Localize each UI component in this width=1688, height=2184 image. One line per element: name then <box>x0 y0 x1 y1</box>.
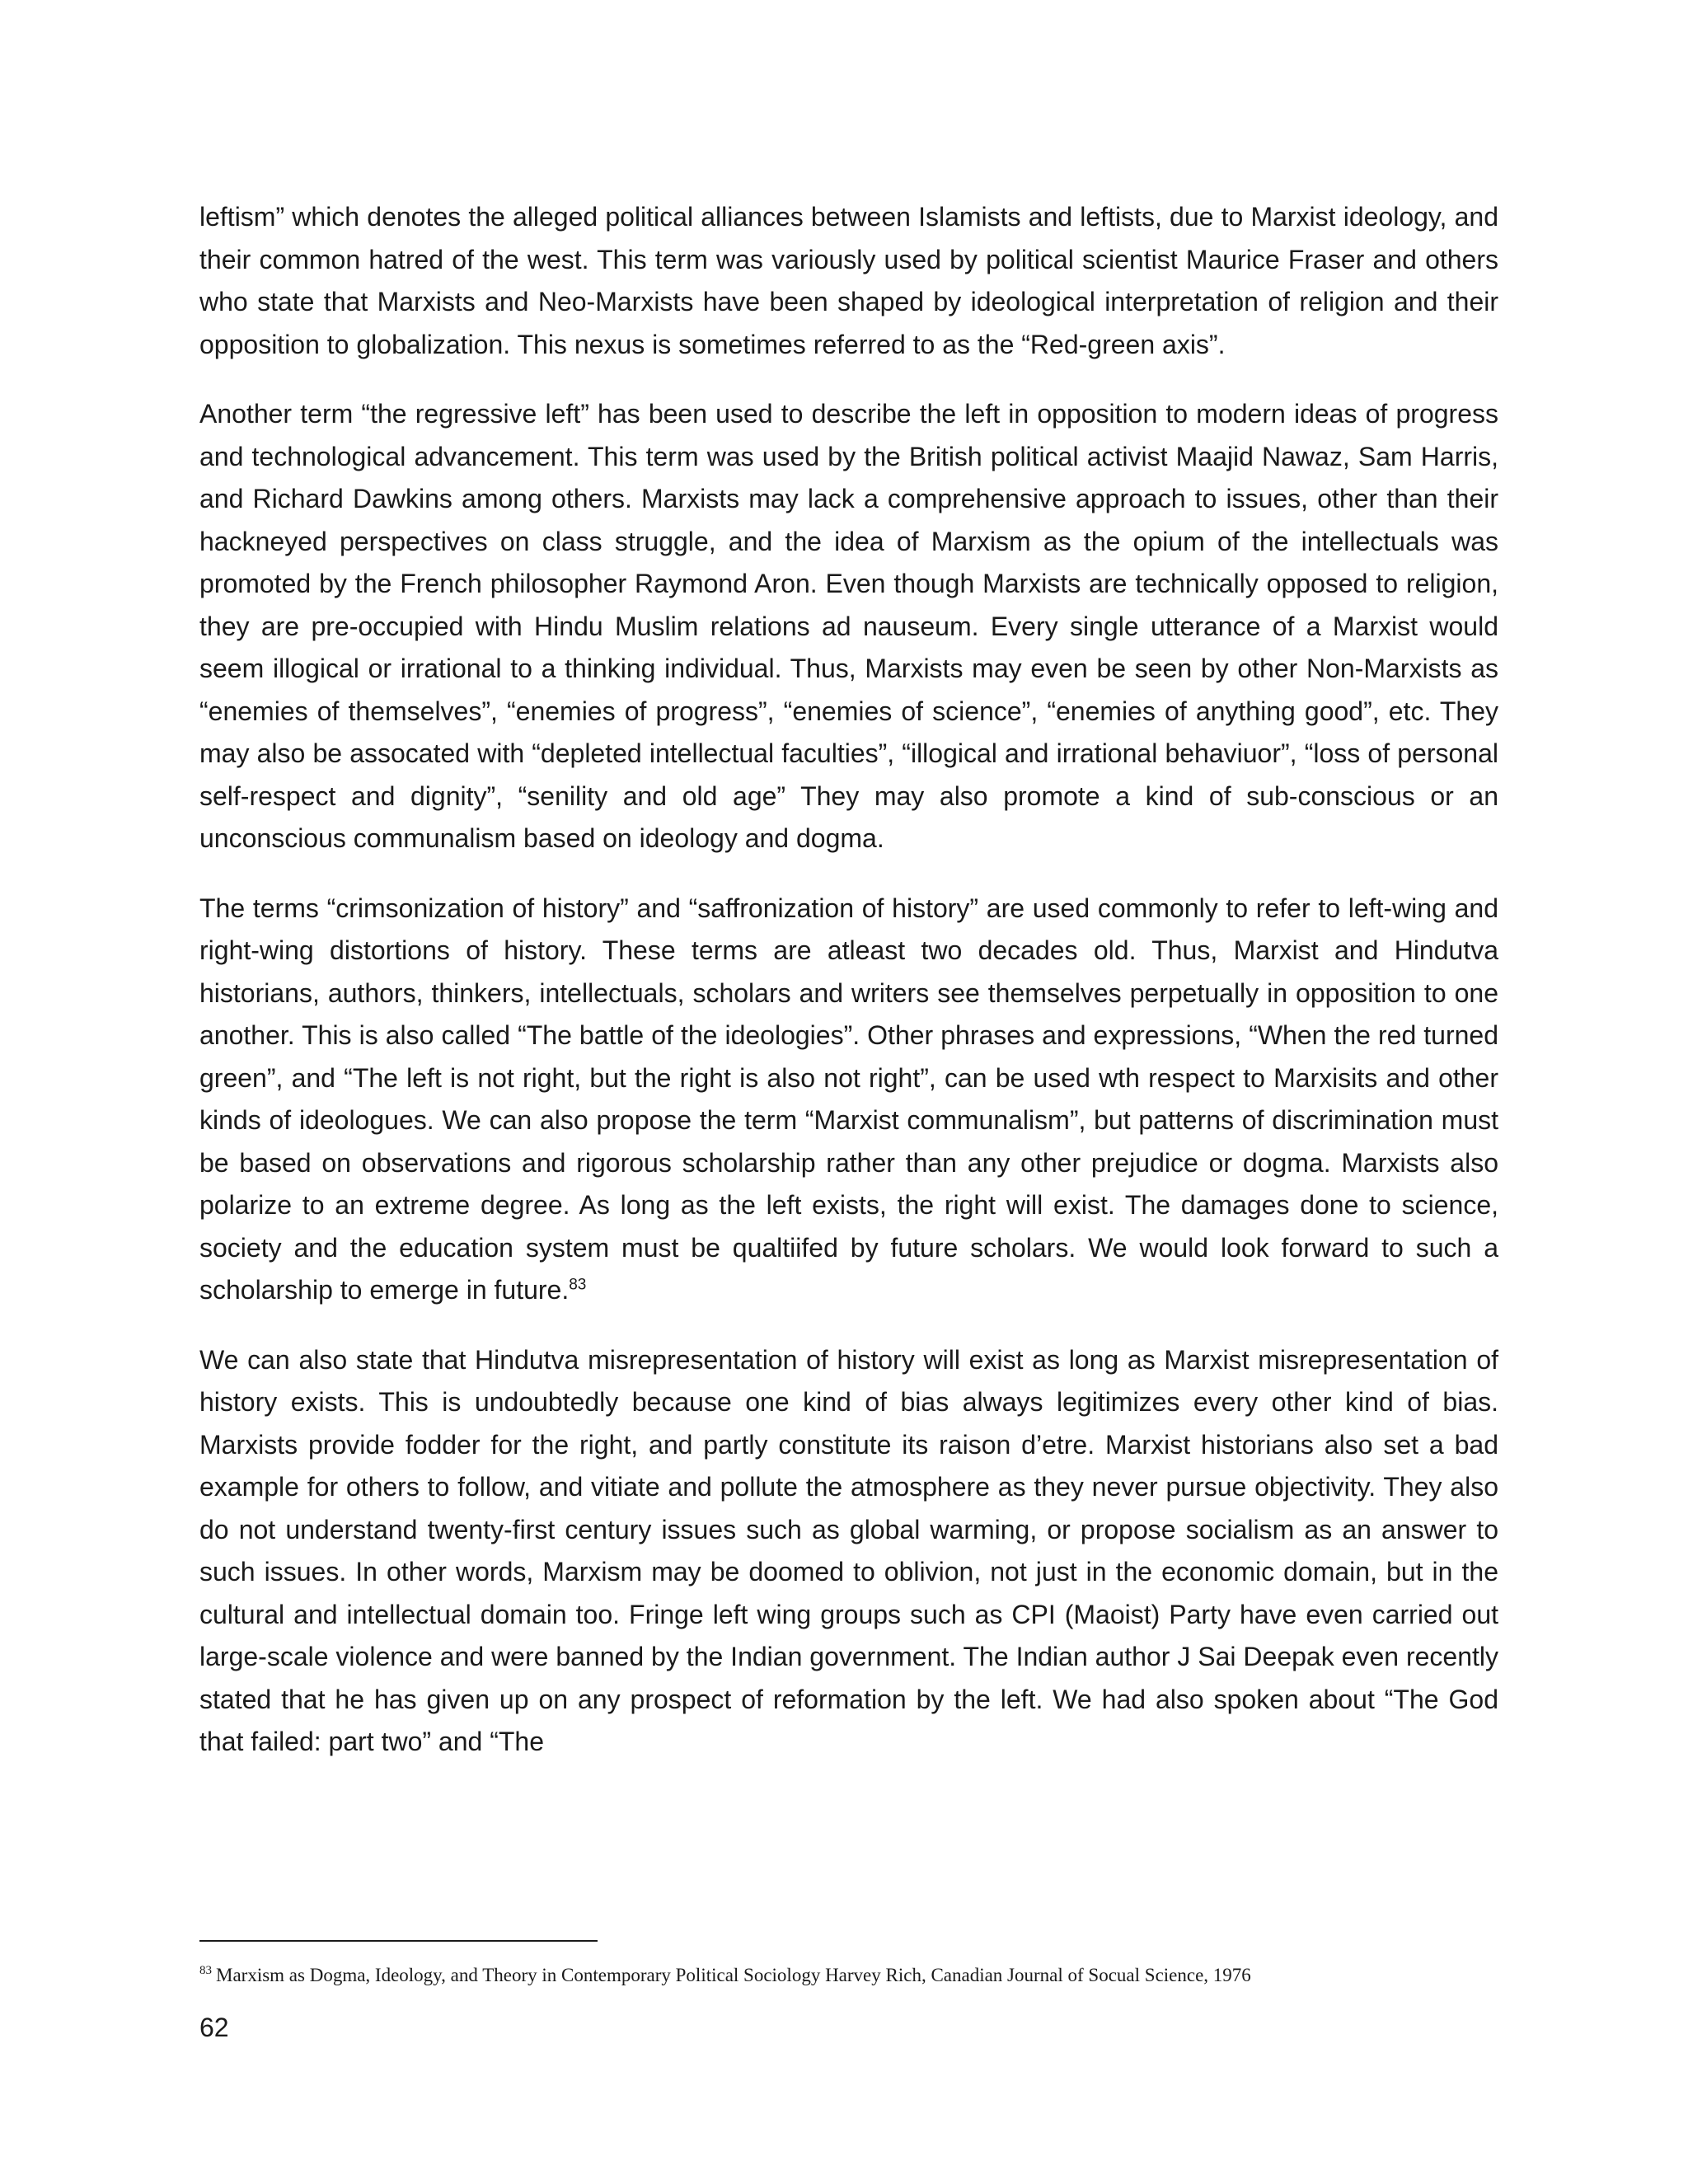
paragraph-2 <box>199 393 1498 860</box>
footnote <box>199 1963 1518 1988</box>
paragraph-text: leftism” which denotes the alleged political alliances between Islamists and leftists, due to Marxist ideology, and their common hatred of the west. This term was variously used by political scientist Maurice Fraser and others who state that Marxists and Neo-Marxists have been shaped by ideological interpretation of religion and their opposition to globalization. This nexus is sometimes referred to as the “Red-green axis”. <box>199 202 1498 359</box>
paragraph-4 <box>199 1339 1498 1764</box>
body-text <box>199 196 1498 1791</box>
footnote-reference[interactable]: 83 <box>569 1276 587 1294</box>
footnote-separator <box>199 1940 598 1942</box>
page-number: 62 <box>199 2013 229 2042</box>
paragraph-text: The terms “crimsonization of history” and “saffronization of history” are used commonly to refer to left-wing and right-wing distortions of history. These terms are atleast two decades old. Thus, Marxist and Hindutva historians, authors, thinkers, intellectuals, scholars and writers see themselves perpetually in opposition to one another. This is also called “The battle of the ideologies”. Other phrases and expressions, “When the red turned green”, and “The left is not right, but the right is also not right”, can be used wth respect to Marxisits and other kinds of ideologues. We can also propose the term “Marxist communalism”, but patterns of discrimination must be based on observations and rigorous scholarship rather than any other prejudice or dogma. Marxists also polarize to an extreme degree. As long as the left exists, the right will exist. The damages done to science, society and the education system must be qualtiifed by future scholars. We would look forward to such a scholarship to emerge in future. <box>199 893 1498 1305</box>
paragraph-1 <box>199 196 1498 366</box>
footnote-number: 83 <box>199 1964 212 1978</box>
paragraph-3 <box>199 888 1498 1312</box>
paragraph-text: Another term “the regressive left” has been used to describe the left in opposition to modern ideas of progress and technological advancement. This term was used by the British political activist Maajid Nawaz, Sam Harris, and Richard Dawkins among others. Marxists may lack a comprehensive approach to issues, other than their hackneyed perspectives on class struggle, and the idea of Marxism as the opium of the intellectuals was promoted by the French philosopher Raymond Aron. Even though Marxists are technically opposed to religion, they are pre-occupied with Hindu Muslim relations ad nauseum. Every single utterance of a Marxist would seem illogical or irrational to a thinking individual. Thus, Marxists may even be seen by other Non-Marxists as “enemies of themselves”, “enemies of progress”, “enemies of science”, “enemies of anything good”, etc. They may also be assocated with “depleted intellectual faculties”, “illogical and irrational behaviuor”, “loss of personal self-respect and dignity”, “senility and old age” They may also promote a kind of sub-conscious or an unconscious communalism based on ideology and dogma. <box>199 399 1498 853</box>
paragraph-text: We can also state that Hindutva misrepresentation of history will exist as long as Marxist misrepresentation of history exists. This is undoubtedly because one kind of bias always legitimizes every other kind of bias. Marxists provide fodder for the right, and partly constitute its raison d’etre. Marxist historians also set a bad example for others to follow, and vitiate and pollute the atmosphere as they never pursue objectivity. They also do not understand twenty-first century issues such as global warming, or propose socialism as an answer to such issues. In other words, Marxism may be doomed to oblivion, not just in the economic domain, but in the cultural and intellectual domain too. Fringe left wing groups such as CPI (Maoist) Party have even carried out large-scale violence and were banned by the Indian government. The Indian author J Sai Deepak even recently stated that he has given up on any prospect of reformation by the left. We had also spoken about “The God that failed: part two” and “The <box>199 1344 1498 1756</box>
footnote-text: Marxism as Dogma, Ideology, and Theory in Contemporary Political Sociology Harvey Rich, Canadian Journal of Socual Science, 1976 <box>216 1965 1251 1985</box>
